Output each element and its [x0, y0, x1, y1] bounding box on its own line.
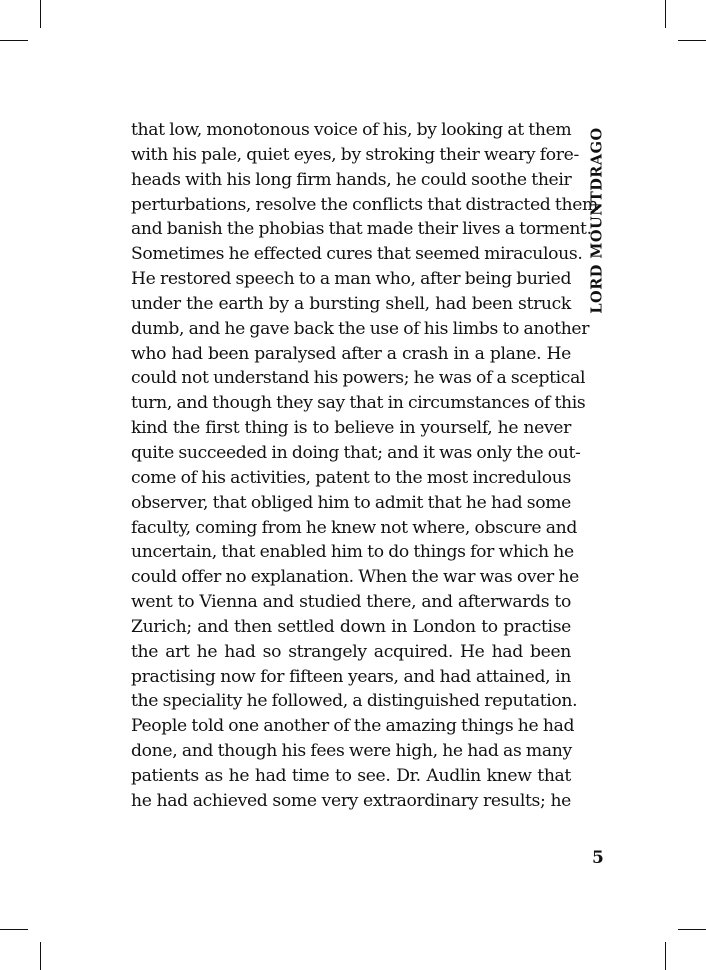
crop-mark-top-right-horizontal [678, 40, 706, 41]
text-line: He restored speech to a man who, after being buried [131, 269, 572, 290]
crop-mark-top-right-vertical [665, 0, 666, 28]
text-line: turn, and though they say that in circumstances of this [131, 393, 586, 414]
text-line: dumb, and he gave back the use of his limbs to another [131, 318, 590, 339]
text-line: could offer no explanation. When the war was over he [131, 567, 579, 588]
text-line: patients as he had time to see. Dr. Audlin knew that [131, 765, 571, 786]
text-line: heads with his long firm hands, he could soothe their [131, 169, 572, 190]
text-line: the speciality he followed, a distinguished reputation. [131, 691, 578, 712]
text-line: People told one another of the amazing things he had [131, 716, 575, 737]
text-line: kind the first thing is to believe in yourself, he never [131, 418, 571, 439]
text-line: observer, that obliged him to admit that he had some [131, 492, 571, 513]
text-line: perturbations, resolve the conflicts that distracted them [131, 194, 598, 215]
text-line: done, and though his fees were high, he had as many [131, 741, 572, 762]
crop-mark-bottom-right-vertical [665, 942, 666, 970]
text-line: Zurich; and then settled down in London to practise [131, 616, 571, 637]
text-line: the art he had so strangely acquired. He had been [131, 641, 571, 662]
text-line: and banish the phobias that made their lives a torment. [131, 219, 592, 240]
text-line: Sometimes he effected cures that seemed miraculous. [131, 244, 583, 265]
text-line: come of his activities, patent to the most incredulous [131, 467, 571, 488]
text-line: practising now for fifteen years, and had attained, in [131, 666, 571, 687]
crop-mark-top-left-vertical [40, 0, 41, 28]
text-line: went to Vienna and studied there, and afterwards to [131, 592, 571, 613]
text-line: under the earth by a bursting shell, had been struck [131, 293, 571, 314]
text-line: with his pale, quiet eyes, by stroking their weary fore- [131, 144, 579, 165]
crop-mark-top-left-horizontal [0, 40, 28, 41]
text-line: quite succeeded in doing that; and it was only the out- [131, 442, 581, 463]
crop-mark-bottom-left-horizontal [0, 929, 28, 930]
text-line: could not understand his powers; he was of a sceptical [131, 368, 586, 389]
page-number: 5 [592, 848, 604, 868]
text-line: who had been paralysed after a crash in a plane. He [131, 343, 571, 364]
text-line: he had achieved some very extraordinary results; he [131, 790, 571, 811]
running-head-title: LORD MOUNTDRAGO [588, 126, 606, 314]
crop-mark-bottom-left-vertical [40, 942, 41, 970]
text-line: that low, monotonous voice of his, by looking at them [131, 120, 572, 140]
crop-mark-bottom-right-horizontal [678, 929, 706, 930]
text-line: faculty, coming from he knew not where, obscure and [131, 517, 578, 538]
text-line: uncertain, that enabled him to do things for which he [131, 542, 574, 563]
